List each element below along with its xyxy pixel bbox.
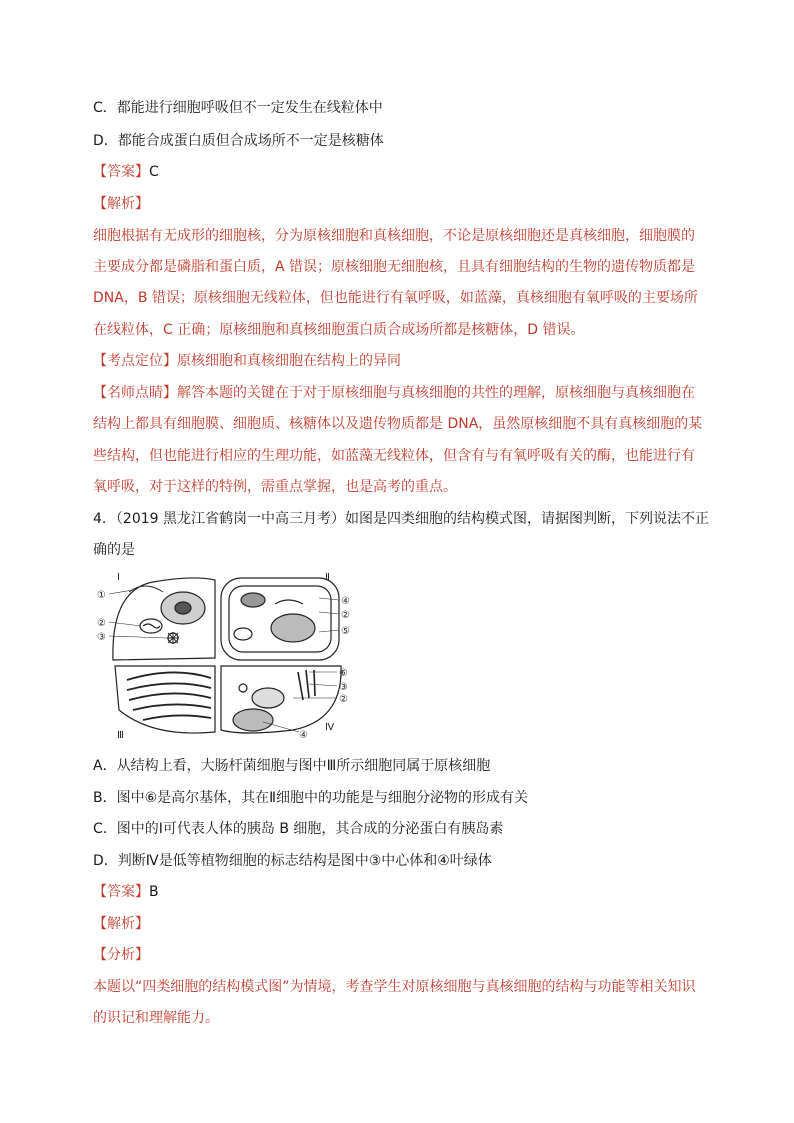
label-3: ③ — [339, 682, 348, 693]
answer-label: 【答案】 — [93, 164, 149, 180]
quadrant-label-III: Ⅲ — [117, 730, 124, 740]
q4-stem-line: 4．（2019 黑龙江省鹤岗一中高三月考）如图是四类细胞的结构模式图，请据图判断，下列说法不正 — [93, 511, 709, 527]
mingshi-label: 【名师点睛】 — [93, 385, 177, 401]
q3-answer — [93, 162, 159, 182]
q3-kaodian — [93, 351, 401, 371]
kaodian-label: 【考点定位】 — [93, 353, 177, 369]
label-5: ⑤ — [341, 626, 350, 637]
q3-analysis-label: 【解析】 — [93, 196, 149, 212]
q3-option-c: C．都能进行细胞呼吸但不一定发生在线粒体中 — [93, 100, 383, 116]
quadrant-label-IV: Ⅳ — [325, 722, 335, 733]
label-3: ③ — [97, 632, 106, 643]
kaodian-text: 原核细胞和真核细胞在结构上的异同 — [177, 353, 401, 369]
q4-option-a: A．从结构上看，大肠杆菌细胞与图中Ⅲ所示细胞同属于原核细胞 — [93, 758, 491, 774]
q4-fenxi-line: 的识记和理解能力。 — [93, 1010, 219, 1026]
quadrant-label-I: Ⅰ — [117, 572, 120, 583]
quadrant-label-II: Ⅱ — [325, 572, 330, 583]
q3-option-d: D．都能合成蛋白质但合成场所不一定是核糖体 — [93, 133, 384, 149]
q3-analysis-line: 主要成分都是磷脂和蛋白质，A 错误；原核细胞无细胞核，且具有细胞结构的生物的遗传物质都是 — [93, 259, 696, 275]
q3-mingshi-line — [93, 383, 695, 403]
label-6: ⑥ — [339, 668, 348, 679]
mingshi-text: 解答本题的关键在于对于原核细胞与真核细胞的共性的理解，原核细胞与真核细胞在 — [177, 385, 695, 401]
q3-mingshi-line: 些结构，但也能进行相应的生理功能，如蓝藻无线粒体，但含有与有氧呼吸有关的酶，也能进行有 — [93, 448, 695, 464]
label-2: ② — [339, 694, 348, 705]
q4-fenxi-line: 本题以“四类细胞的结构模式图”为情境，考查学生对原核细胞与真核细胞的结构与功能等相关知识 — [93, 979, 696, 995]
q4-option-c: C．图中的Ⅰ可代表人体的胰岛 B 细胞，其合成的分泌蛋白有胰岛素 — [93, 821, 504, 837]
q4-analysis-label: 【解析】 — [93, 916, 149, 932]
q3-mingshi-line: 结构上都具有细胞膜、细胞质、核糖体以及遗传物质都是 DNA，虽然原核细胞不具有真核细胞的某 — [93, 416, 703, 432]
cell-structure-diagram — [93, 570, 355, 740]
q3-analysis-line: DNA，B 错误；原核细胞无线粒体，但也能进行有氧呼吸，如蓝藻，真核细胞有氧呼吸的主要场所 — [93, 290, 698, 306]
q4-answer — [93, 882, 159, 902]
q4-option-b: B．图中⑥是高尔基体，其在Ⅱ细胞中的功能是与细胞分泌物的形成有关 — [93, 790, 529, 806]
answer-value: B — [149, 884, 159, 900]
q3-analysis-line: 在线粒体，C 正确；原核细胞和真核细胞蛋白质合成场所都是核糖体，D 错误。 — [93, 322, 585, 338]
answer-label: 【答案】 — [93, 884, 149, 900]
q4-fenxi-label: 【分析】 — [93, 947, 149, 963]
q4-stem-line: 确的是 — [93, 542, 135, 558]
label-2: ② — [341, 610, 350, 621]
q3-analysis-line: 细胞根据有无成形的细胞核，分为原核细胞和真核细胞，不论是原核细胞还是真核细胞，细胞膜的 — [93, 228, 695, 244]
answer-value: C — [149, 164, 159, 180]
label-1: ① — [97, 590, 106, 601]
label-2: ② — [97, 618, 106, 629]
label-4: ④ — [341, 596, 350, 607]
q4-option-d: D．判断Ⅳ是低等植物细胞的标志结构是图中③中心体和④叶绿体 — [93, 853, 492, 869]
q3-mingshi-line: 氧呼吸，对于这样的特例，需重点掌握，也是高考的重点。 — [93, 479, 457, 495]
label-4: ④ — [299, 730, 308, 740]
